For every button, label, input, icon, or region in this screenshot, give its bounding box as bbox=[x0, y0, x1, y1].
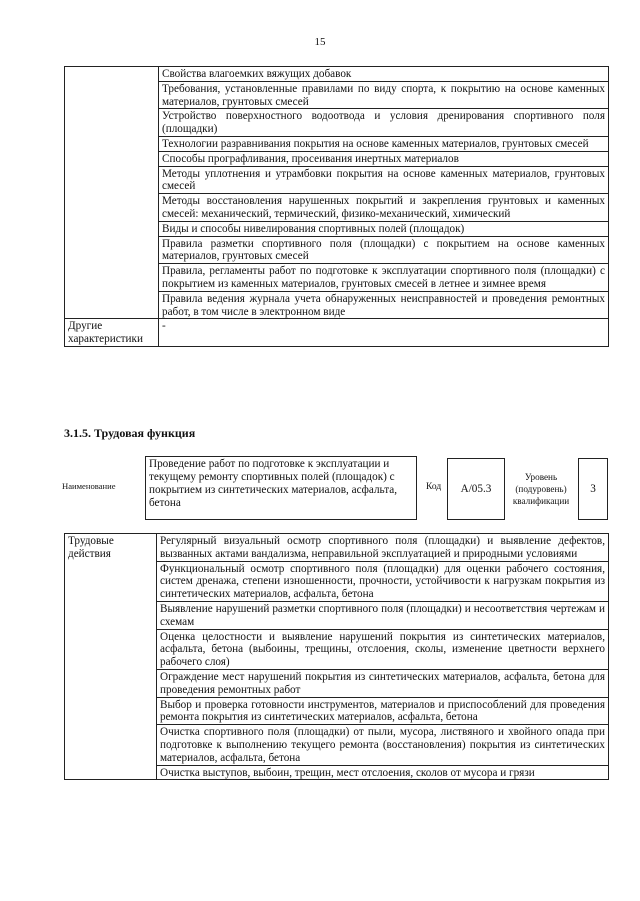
table-cell: Очистка выступов, выбоин, трещин, мест отслоения, сколов от мусора и грязи bbox=[157, 765, 609, 780]
table-cell: Виды и способы нивелирования спортивных полей (площадок) bbox=[159, 221, 609, 236]
other-characteristics-value: - bbox=[159, 319, 609, 347]
function-name-box: Проведение работ по подготовке к эксплуатации и текущему ремонту спортивных полей (площадок) с покрытием из синтетических материалов, асфальта, бетона bbox=[145, 456, 417, 520]
table-row bbox=[65, 534, 609, 562]
knowledge-table bbox=[64, 66, 609, 347]
table-row bbox=[65, 67, 609, 82]
table-cell: Правила разметки спортивного поля (площадки) с покрытием на основе каменных материалов, грунтовых смесей bbox=[159, 236, 609, 264]
table-cell: Ограждение мест нарушений покрытия из синтетических материалов, асфальта, бетона для проведения ремонтных работ bbox=[157, 669, 609, 697]
code-value-box: A/05.3 bbox=[447, 458, 505, 520]
table-cell: Методы уплотнения и утрамбовки покрытия на основе каменных материалов, грунтовых смесей bbox=[159, 166, 609, 194]
other-characteristics-label: Другие характеристики bbox=[65, 319, 159, 347]
section-heading: 3.1.5. Трудовая функция bbox=[64, 426, 196, 440]
qualification-level-label: Уровень (подуровень) квалификации bbox=[512, 472, 570, 506]
table-cell: Регулярный визуальный осмотр спортивного поля (площадки) и выявление дефектов, вызванных актами вандализма, неправильной эксплуатацией и природными условиями bbox=[157, 534, 609, 562]
table-cell: Способы прографливания, просеивания инертных материалов bbox=[159, 151, 609, 166]
table-cell: Устройство поверхностного водоотвода и условия дренирования спортивного поля (площадки) bbox=[159, 109, 609, 137]
table-cell: Правила ведения журнала учета обнаруженных неисправностей и проведения ремонтных работ, в том числе в электронном виде bbox=[159, 291, 609, 319]
table-cell: Оценка целостности и выявление нарушений покрытия из синтетических материалов, асфальта, бетона (выбоины, трещины, отслоения, сколы, изменение цветности верхнего рабочего слоя) bbox=[157, 629, 609, 669]
table-cell: Свойства влагоемких вяжущих добавок bbox=[159, 67, 609, 82]
table-cell: Выбор и проверка готовности инструментов, материалов и приспособлений для проведения ремонта покрытия из синтетических материалов, асфальта, бетона bbox=[157, 697, 609, 725]
table-cell: Функциональный осмотр спортивного поля (площадки) для оценки рабочего состояния, систем дренажа, степени изношенности, прочности, устойчивости к нагрузкам покрытия из синтетических материалов, асфальта, бетона bbox=[157, 561, 609, 601]
labor-actions-label: Трудовые действия bbox=[65, 534, 157, 780]
labor-actions-table bbox=[64, 533, 609, 780]
table-row bbox=[65, 319, 609, 347]
table-cell: Правила, регламенты работ по подготовке к эксплуатации спортивного поля (площадки) с покрытием из каменных материалов, грунтовых смесей в летнее и зимнее время bbox=[159, 264, 609, 292]
table-cell: Очистка спортивного поля (площадки) от пыли, мусора, листвяного и хвойного опада при подготовке к выполнению текущего ремонта (восстановления) покрытия из синтетических материалов, асфальта, бетона bbox=[157, 725, 609, 765]
code-label: Код bbox=[426, 482, 442, 492]
table-label-cell bbox=[65, 67, 159, 319]
function-name-label: Наименование bbox=[62, 481, 116, 491]
page-number: 15 bbox=[314, 36, 326, 48]
qualification-level-box: 3 bbox=[578, 458, 608, 520]
table-cell: Методы восстановления нарушенных покрытий и закрепления грунтовых и каменных смесей: механический, термический, физико-механический, химический bbox=[159, 194, 609, 222]
table-cell: Технологии разравнивания покрытия на основе каменных материалов, грунтовых смесей bbox=[159, 136, 609, 151]
table-cell: Требования, установленные правилами по виду спорта, к покрытию на основе каменных материалов, грунтовых смесей bbox=[159, 81, 609, 109]
table-cell: Выявление нарушений разметки спортивного поля (площадки) и несоответствия чертежам и схемам bbox=[157, 601, 609, 629]
